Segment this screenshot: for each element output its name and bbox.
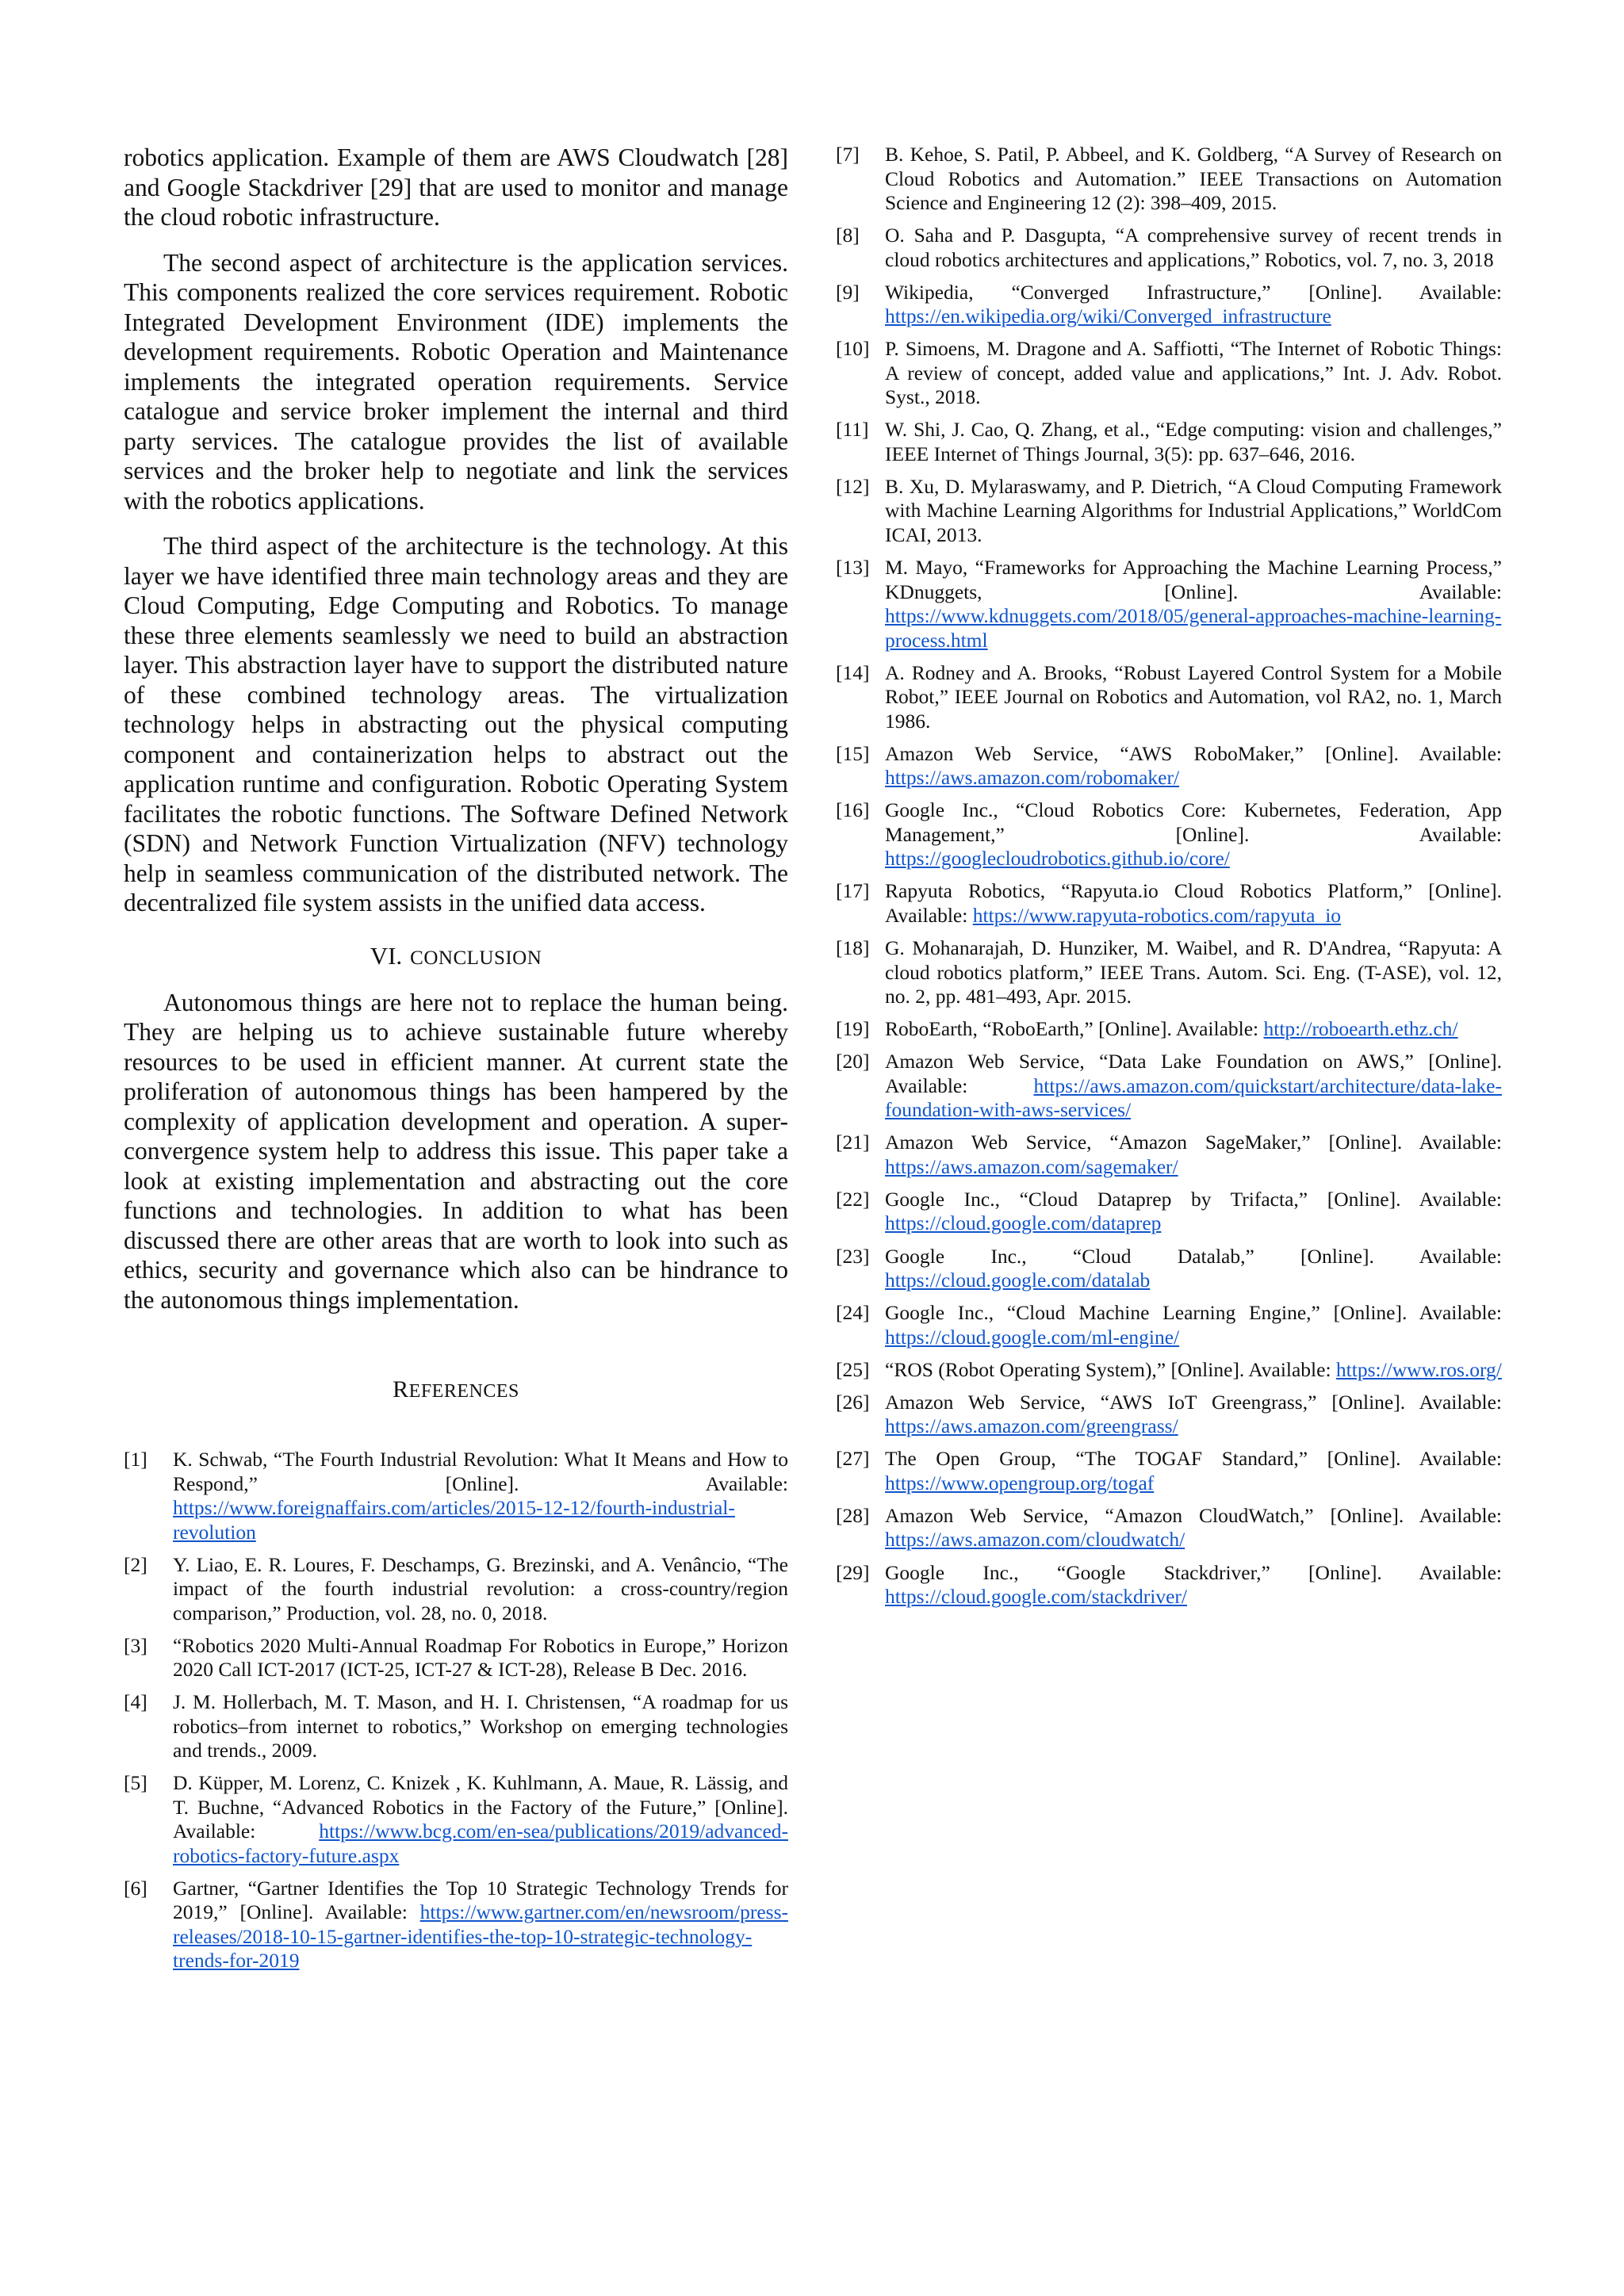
reference-number: [25]: [836, 1357, 870, 1381]
reference-link[interactable]: https://cloud.google.com/datalab: [885, 1269, 1151, 1292]
reference-link[interactable]: https://aws.amazon.com/cloudwatch/: [885, 1528, 1185, 1552]
reference-item: [124, 1771, 788, 1868]
reference-number: [9]: [836, 280, 860, 304]
reference-citation: Amazon Web Service, “AWS IoT Greengrass,” [Online]. Available:: [885, 1390, 1502, 1414]
reference-item: [836, 1301, 1502, 1349]
reference-link[interactable]: https://aws.amazon.com/greengrass/: [885, 1414, 1178, 1438]
reference-citation: B. Xu, D. Mylaraswamy, and P. Dietrich, “A Cloud Computing Framework with Machine Learning Algorithms for Industrial Applications,” WorldCom ICAI, 2013.: [885, 474, 1502, 546]
reference-text: [885, 224, 1502, 272]
reference-text: [885, 1050, 1502, 1123]
reference-item: [124, 1634, 788, 1682]
reference-number: [12]: [836, 474, 870, 498]
reference-number: [27]: [836, 1447, 870, 1471]
conclusion-heading: [124, 942, 788, 970]
reference-item: [836, 1245, 1502, 1293]
reference-text: [885, 936, 1502, 1009]
reference-number: [21]: [836, 1131, 870, 1154]
reference-citation: Google Inc., “Cloud Robotics Core: Kubernetes, Federation, App Management,” [Online]. Available:: [885, 798, 1502, 846]
reference-citation: “Robotics 2020 Multi-Annual Roadmap For Robotics in Europe,” Horizon 2020 Call ICT-2017 (ICT-25, ICT-27 & ICT-28), Release B Dec. 2016.: [173, 1633, 788, 1682]
references-heading-initial: R: [393, 1376, 409, 1402]
reference-link[interactable]: https://aws.amazon.com/quickstart/architecture/data-lake-foundation-with-aws-services/: [885, 1073, 1502, 1122]
reference-item: [836, 1447, 1502, 1495]
reference-link[interactable]: https://cloud.google.com/stackdriver/: [885, 1585, 1188, 1609]
reference-link[interactable]: https://aws.amazon.com/robomaker/: [885, 766, 1180, 790]
reference-citation: Y. Liao, E. R. Loures, F. Deschamps, G. Brezinski, and A. Venâncio, “The impact of the fourth industrial revolution: a cross-country/region comparison,” Production, vol. 28, no. 0, 2018.: [173, 1552, 788, 1624]
reference-list-left: [124, 1448, 788, 1973]
reference-citation: D. Küpper, M. Lorenz, C. Knizek , K. Kuhlmann, A. Maue, R. Lässig, and T. Buchne, “Advanced Robotics in the Factory of the Future,” [Online]. Available:: [173, 1771, 788, 1843]
reference-item: [836, 879, 1502, 928]
reference-text: [885, 143, 1502, 216]
reference-text: [885, 337, 1502, 410]
reference-citation: Amazon Web Service, “AWS RoboMaker,” [Online]. Available:: [885, 741, 1502, 765]
reference-text: [885, 798, 1502, 871]
reference-link[interactable]: https://en.wikipedia.org/wiki/Converged_infrastructure: [885, 304, 1331, 328]
reference-citation: K. Schwab, “The Fourth Industrial Revolution: What It Means and How to Respond,” [Online]. Available:: [173, 1448, 788, 1495]
reference-link[interactable]: https://www.kdnuggets.com/2018/05/general-approaches-machine-learning-process.html: [885, 604, 1502, 652]
reference-text: [173, 1690, 788, 1763]
section-number: VI.: [370, 941, 403, 970]
reference-number: [11]: [836, 418, 869, 442]
reference-link[interactable]: https://www.bcg.com/en-sea/publications/2019/advanced-robotics-factory-future.aspx: [173, 1820, 788, 1867]
reference-item: [836, 936, 1502, 1009]
reference-number: [3]: [124, 1633, 147, 1657]
reference-text: [885, 556, 1502, 652]
reference-number: [6]: [124, 1876, 147, 1900]
reference-citation: O. Saha and P. Dasgupta, “A comprehensive survey of recent trends in cloud robotics architectures and applications,” Robotics, vol. 7, no. 3, 2018: [885, 224, 1502, 271]
reference-item: [836, 798, 1502, 871]
reference-citation: G. Mohanarajah, D. Hunziker, M. Waibel, and R. D'Andrea, “Rapyuta: A cloud robotics platform,” IEEE Trans. Autom. Sci. Eng. (T-ASE), vol. 12, no. 2, pp. 481–493, Apr. 2015.: [885, 936, 1502, 1008]
reference-item: [124, 1553, 788, 1626]
reference-number: [19]: [836, 1017, 870, 1041]
reference-number: [18]: [836, 936, 870, 960]
reference-citation: Amazon Web Service, “Data Lake Foundation on AWS,” [Online]. Available:: [885, 1050, 1502, 1097]
reference-link[interactable]: http://roboearth.ethz.ch/: [1263, 1017, 1458, 1041]
reference-text: [885, 418, 1502, 466]
reference-text: [885, 661, 1502, 734]
reference-number: [7]: [836, 143, 860, 166]
reference-citation: Amazon Web Service, “Amazon CloudWatch,” [Online]. Available:: [885, 1503, 1502, 1527]
reference-link[interactable]: https://aws.amazon.com/sagemaker/: [885, 1154, 1178, 1178]
right-column: [836, 143, 1502, 1617]
reference-item: [836, 337, 1502, 410]
reference-text: [885, 1245, 1502, 1293]
reference-number: [15]: [836, 741, 870, 765]
reference-number: [22]: [836, 1187, 870, 1211]
reference-text: [885, 1017, 1502, 1042]
reference-link[interactable]: https://googlecloudrobotics.github.io/core/: [885, 847, 1230, 871]
reference-number: [20]: [836, 1050, 870, 1073]
reference-number: [4]: [124, 1690, 147, 1714]
reference-number: [14]: [836, 660, 870, 684]
reference-item: [836, 281, 1502, 329]
reference-link[interactable]: https://www.opengroup.org/togaf: [885, 1471, 1155, 1494]
reference-citation: The Open Group, “The TOGAF Standard,” [Online]. Available:: [885, 1447, 1502, 1471]
reference-citation: Google Inc., “Cloud Machine Learning Engine,” [Online]. Available:: [885, 1301, 1502, 1325]
paragraph: The second aspect of architecture is the application services. This components realized the core services requirement. Robotic Integrated Development Environment (IDE) implements the development requirements. Robotic Operation and Maintenance implements the integrated operation requirements. Service catalogue and service broker implement the internal and third party services. The catalogue provides the list of available services and the broker help to negotiate and link the services with the robotics applications.: [124, 248, 788, 515]
reference-item: [836, 1504, 1502, 1552]
reference-link[interactable]: https://www.gartner.com/en/newsroom/press-releases/2018-10-15-gartner-identifies-the-top-10-strategic-technology-trends-for-2019: [173, 1900, 788, 1973]
reference-text: [885, 742, 1502, 790]
references-heading: [124, 1376, 788, 1403]
reference-citation: W. Shi, J. Cao, Q. Zhang, et al., “Edge computing: vision and challenges,” IEEE Internet of Things Journal, 3(5): pp. 637–646, 2016.: [885, 418, 1502, 465]
reference-text: [885, 1131, 1502, 1179]
reference-text: [173, 1553, 788, 1626]
reference-citation: B. Kehoe, S. Patil, P. Abbeel, and K. Goldberg, “A Survey of Research on Cloud Robotics and Automation.” IEEE Transactions on Automation Science and Engineering 12 (2): 398–409, 2015.: [885, 143, 1502, 214]
reference-number: [26]: [836, 1390, 870, 1414]
reference-number: [28]: [836, 1503, 870, 1527]
reference-text: [885, 1561, 1502, 1609]
reference-number: [5]: [124, 1771, 147, 1795]
reference-number: [10]: [836, 337, 870, 361]
reference-text: [885, 1447, 1502, 1495]
left-column: [124, 143, 788, 1982]
reference-citation: Rapyuta Robotics, “Rapyuta.io Cloud Robotics Platform,” [Online]. Available:: [885, 879, 1502, 927]
reference-item: [836, 1017, 1502, 1042]
reference-list-right: [836, 143, 1502, 1609]
reference-item: [836, 661, 1502, 734]
reference-link[interactable]: https://cloud.google.com/ml-engine/: [885, 1325, 1180, 1349]
reference-item: [836, 556, 1502, 652]
reference-item: [836, 1561, 1502, 1609]
reference-text: [885, 475, 1502, 548]
reference-citation: J. M. Hollerbach, M. T. Mason, and H. I. Christensen, “A roadmap for us robotics–from internet to robotics,” Workshop on emerging technologies and trends., 2009.: [173, 1690, 788, 1762]
reference-item: [836, 224, 1502, 272]
reference-link[interactable]: https://www.foreignaffairs.com/articles/2015-12-12/fourth-industrial-revolution: [173, 1496, 735, 1544]
reference-text: [173, 1448, 788, 1544]
reference-number: [13]: [836, 556, 870, 580]
reference-number: [23]: [836, 1244, 870, 1268]
paragraph: robotics application. Example of them are AWS Cloudwatch [28] and Google Stackdriver [29] that are used to monitor and manage the cloud robotic infrastructure.: [124, 144, 788, 231]
reference-citation: Google Inc., “Cloud Dataprep by Trifacta,” [Online]. Available:: [885, 1187, 1502, 1211]
reference-item: [124, 1448, 788, 1544]
reference-link[interactable]: https://www.rapyuta-robotics.com/rapyuta_io: [972, 903, 1342, 927]
reference-text: [173, 1877, 788, 1973]
reference-text: [173, 1771, 788, 1868]
references-heading-rest: EFERENCES: [408, 1381, 519, 1402]
reference-item: [836, 742, 1502, 790]
reference-citation: “ROS (Robot Operating System),” [Online]. Available:: [885, 1357, 1336, 1381]
reference-text: [885, 1188, 1502, 1236]
reference-text: [173, 1634, 788, 1682]
reference-text: [885, 1358, 1502, 1383]
reference-number: [1]: [124, 1448, 147, 1471]
reference-item: [836, 418, 1502, 466]
reference-citation: Wikipedia, “Converged Infrastructure,” [Online]. Available:: [885, 280, 1502, 304]
reference-number: [8]: [836, 224, 860, 247]
reference-citation: Google Inc., “Google Stackdriver,” [Online]. Available:: [885, 1560, 1502, 1584]
reference-citation: RoboEarth, “RoboEarth,” [Online]. Available:: [885, 1017, 1264, 1041]
reference-text: [885, 281, 1502, 329]
reference-citation: Google Inc., “Cloud Datalab,” [Online]. Available:: [885, 1244, 1502, 1268]
reference-item: [124, 1877, 788, 1973]
reference-text: [885, 1504, 1502, 1552]
reference-item: [836, 1131, 1502, 1179]
reference-item: [836, 475, 1502, 548]
reference-number: [16]: [836, 798, 870, 822]
reference-number: [17]: [836, 879, 870, 903]
reference-text: [885, 879, 1502, 928]
reference-citation: A. Rodney and A. Brooks, “Robust Layered Control System for a Mobile Robot,” IEEE Journal on Robotics and Automation, vol RA2, no. 1, March 1986.: [885, 660, 1502, 733]
reference-number: [2]: [124, 1552, 147, 1576]
reference-citation: P. Simoens, M. Dragone and A. Saffiotti, “The Internet of Robotic Things: A review of concept, added value and applications,” Int. J. Adv. Robot. Syst., 2018.: [885, 337, 1502, 409]
reference-item: [836, 143, 1502, 216]
reference-citation: M. Mayo, “Frameworks for Approaching the Machine Learning Process,” KDnuggets, [Online]. Available:: [885, 556, 1502, 603]
section-title: CONCLUSION: [410, 947, 542, 969]
reference-item: [836, 1188, 1502, 1236]
reference-link[interactable]: https://www.ros.org/: [1335, 1357, 1502, 1381]
reference-text: [885, 1301, 1502, 1349]
conclusion-paragraph: Autonomous things are here not to replace the human being. They are helping us to achieve sustainable future whereby resources to be used in efficient manner. At current state the proliferation of autonomous things has been hampered by the complexity of application development and operation. A super-convergence system help to address this issue. This paper take a look at existing implementation and abstracting out the core functions and technologies. In addition to what has been discussed there are other areas that are worth to look into such as ethics, security and governance which also can be hindrance to the autonomous things implementation.: [124, 988, 788, 1314]
reference-number: [29]: [836, 1560, 870, 1584]
reference-item: [836, 1050, 1502, 1123]
reference-item: [836, 1358, 1502, 1383]
reference-link[interactable]: https://cloud.google.com/dataprep: [885, 1211, 1162, 1235]
reference-item: [836, 1391, 1502, 1439]
reference-text: [885, 1391, 1502, 1439]
reference-citation: Gartner, “Gartner Identifies the Top 10 Strategic Technology Trends for 2019,” [Online]. Available:: [173, 1876, 788, 1924]
reference-citation: Amazon Web Service, “Amazon SageMaker,” [Online]. Available:: [885, 1131, 1502, 1154]
paragraph: The third aspect of the architecture is the technology. At this layer we have identified three main technology areas and they are Cloud Computing, Edge Computing and Robotics. To manage these three elements seamlessly we need to build an abstraction layer. This abstraction layer have to support the distributed nature of these combined technology areas. The virtualization technology helps in abstracting out the physical computing component and containerization helps to abstract out the application runtime and configuration. Robotic Operating System facilitates the robotic functions. The Software Defined Network (SDN) and Network Function Virtualization (NFV) technology help in seamless communication of the distributed network. The decentralized file system assists in the unified data access.: [124, 532, 788, 916]
reference-item: [124, 1690, 788, 1763]
reference-number: [24]: [836, 1301, 870, 1325]
